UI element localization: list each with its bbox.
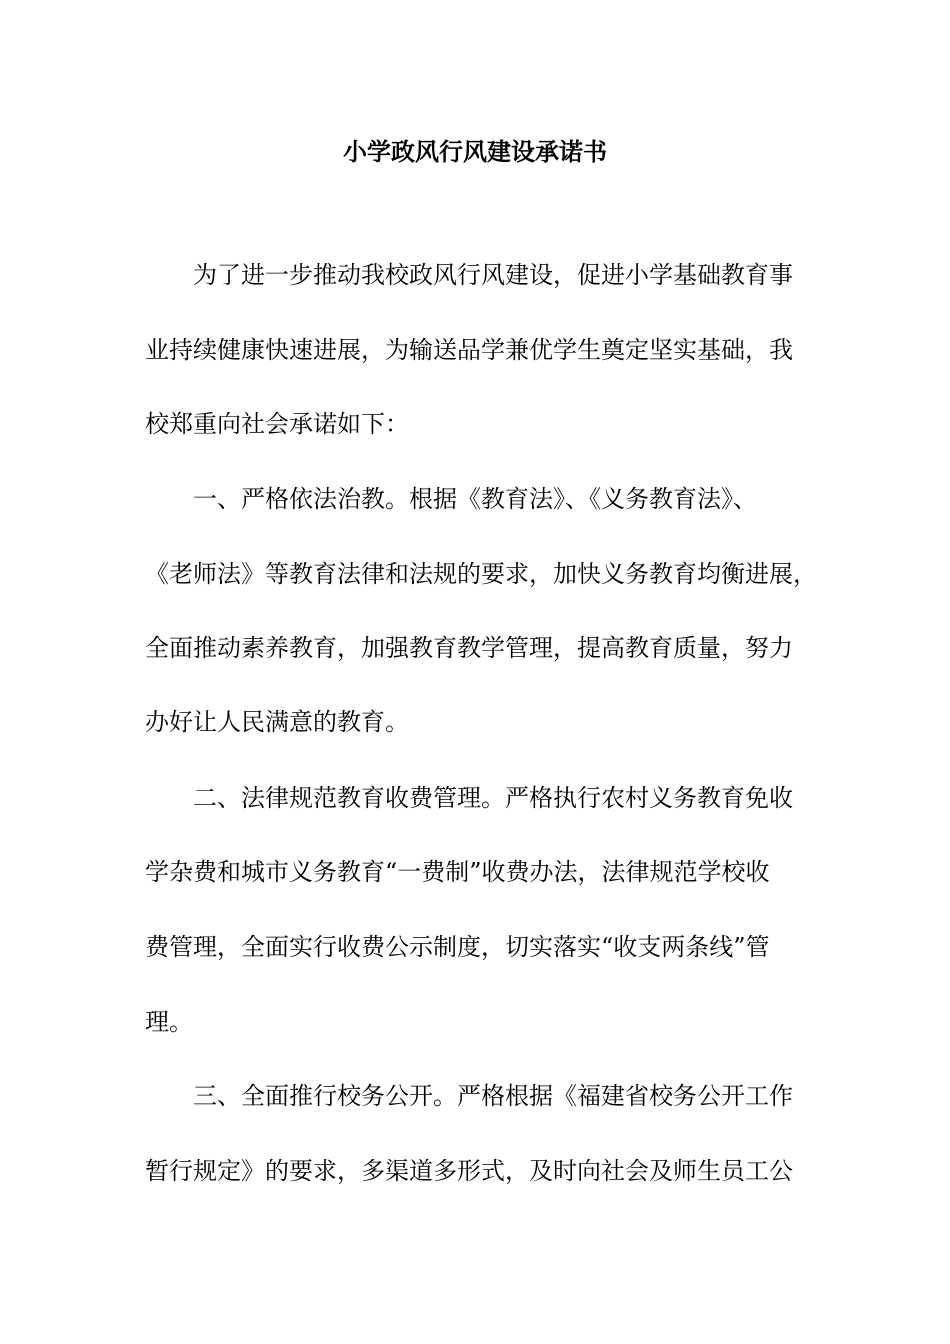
body-line-1: 为了进一步推动我校政风行风建设，促进小学基础教育事	[193, 261, 793, 289]
body-line-3: 校郑重向社会承诺如下：	[145, 410, 409, 438]
body-line-7: 办好让人民满意的教育。	[145, 708, 409, 736]
body-line-12: 三、全面推行校务公开。严格根据《福建省校务公开工作	[193, 1082, 793, 1110]
body-line-8: 二、法律规范教育收费管理。严格执行农村义务教育免收	[193, 784, 793, 812]
body-line-9: 学杂费和城市义务教育“一费制”收费办法，法律规范学校收	[145, 858, 770, 886]
body-line-5: 《老师法》等教育法律和法规的要求，加快义务教育均衡进展，	[145, 560, 817, 588]
body-line-4: 一、严格依法治教。根据《教育法》、《义务教育法》、	[193, 485, 757, 513]
body-line-13: 暂行规定》的要求，多渠道多形式，及时向社会及师生员工公	[145, 1157, 793, 1185]
body-line-2: 业持续健康快速进展，为输送品学兼优学生奠定坚实基础，我	[145, 336, 793, 364]
document-title: 小学政风行风建设承诺书	[343, 137, 607, 166]
body-line-11: 理。	[145, 1008, 193, 1036]
body-line-10: 费管理，全面实行收费公示制度，切实落实“收支两条线”管	[145, 933, 770, 961]
body-line-6: 全面推动素养教育，加强教育教学管理，提高教育质量，努力	[145, 634, 793, 662]
